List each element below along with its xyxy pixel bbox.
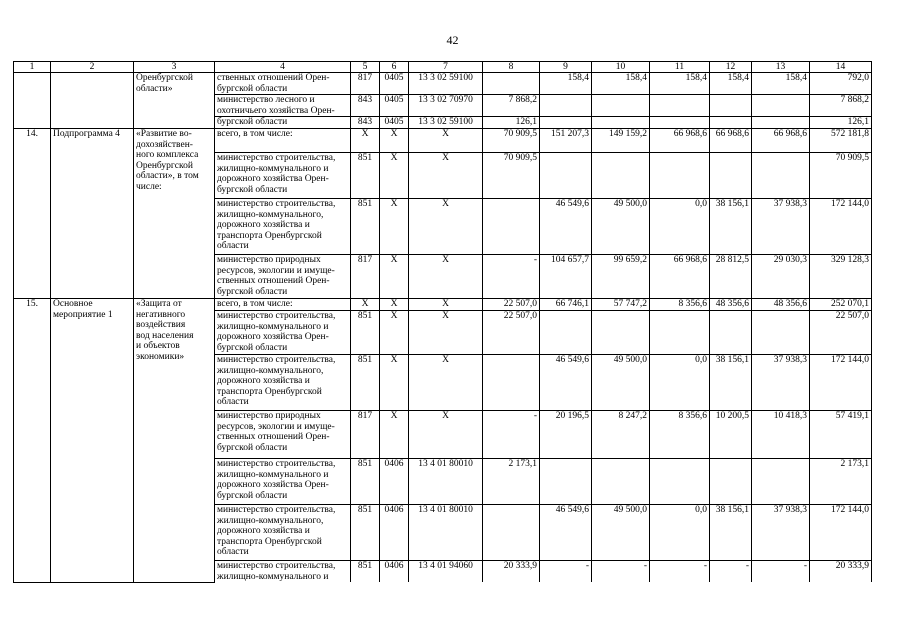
value-col-8: 20 333,9 <box>483 561 540 583</box>
budget-table <box>13 61 872 583</box>
section-code: X <box>380 299 409 311</box>
value-col-8: - <box>483 255 540 299</box>
value-total: 172 144,0 <box>810 199 872 255</box>
value-total: 57 419,1 <box>810 411 872 459</box>
responsible-executor: министерство строительства, жилищно-коммунального, дорожного хозяйства и транспорта Оренбургской области <box>215 355 351 411</box>
value-col-10 <box>592 95 650 117</box>
value-col-11: - <box>650 561 710 583</box>
value-col-12: 158,4 <box>710 73 752 95</box>
responsible-executor: министерство строительства, жилищно-коммунального и дорожного хозяйства Орен- бургской области <box>215 459 351 505</box>
value-col-13 <box>752 459 810 505</box>
value-col-12: 38 156,1 <box>710 505 752 561</box>
value-col-9 <box>540 117 592 129</box>
value-total: 7 868,2 <box>810 95 872 117</box>
target-article: X <box>409 355 483 411</box>
value-col-8: 22 507,0 <box>483 299 540 311</box>
responsible-executor: бургской области <box>215 117 351 129</box>
target-article: 13 3 02 70970 <box>409 95 483 117</box>
value-col-13 <box>752 311 810 355</box>
value-col-12 <box>710 95 752 117</box>
grbs-code: 817 <box>351 255 380 299</box>
table-row <box>14 73 872 95</box>
grbs-code: 843 <box>351 117 380 129</box>
value-col-11 <box>650 117 710 129</box>
value-col-9: 104 657,7 <box>540 255 592 299</box>
value-col-11: 66 968,6 <box>650 129 710 153</box>
section-code: X <box>380 129 409 153</box>
value-total: 20 333,9 <box>810 561 872 583</box>
value-col-9 <box>540 459 592 505</box>
value-col-8 <box>483 199 540 255</box>
value-col-13: - <box>752 561 810 583</box>
value-col-9: 46 549,6 <box>540 199 592 255</box>
target-article: 13 4 01 80010 <box>409 505 483 561</box>
value-col-9: 66 746,1 <box>540 299 592 311</box>
value-col-12: 66 968,6 <box>710 129 752 153</box>
responsible-executor: министерство строительства, жилищно-коммунального, дорожного хозяйства и транспорта Оренбургской области <box>215 505 351 561</box>
target-article: X <box>409 255 483 299</box>
value-col-13: 37 938,3 <box>752 199 810 255</box>
value-col-10 <box>592 311 650 355</box>
value-col-10: 49 500,0 <box>592 199 650 255</box>
page-number: 42 <box>446 33 459 47</box>
value-total: 329 128,3 <box>810 255 872 299</box>
value-col-10: 158,4 <box>592 73 650 95</box>
target-article: 13 4 01 94060 <box>409 561 483 583</box>
responsible-executor: всего, в том числе: <box>215 299 351 311</box>
value-col-11 <box>650 311 710 355</box>
responsible-executor: ственных отношений Орен- бургской области <box>215 73 351 95</box>
program-element: Основное мероприятие 1 <box>51 299 134 583</box>
value-col-10: 49 500,0 <box>592 505 650 561</box>
value-col-11 <box>650 95 710 117</box>
responsible-executor: министерство природных ресурсов, экологии и имуще- ственных отношений Орен- бургской области <box>215 411 351 459</box>
value-col-9: 20 196,5 <box>540 411 592 459</box>
target-article: X <box>409 311 483 355</box>
grbs-code: 851 <box>351 199 380 255</box>
value-col-8 <box>483 73 540 95</box>
grbs-code: 851 <box>351 561 380 583</box>
value-col-9: 158,4 <box>540 73 592 95</box>
target-article: 13 3 02 59100 <box>409 73 483 95</box>
section-code: X <box>380 255 409 299</box>
responsible-executor: министерство природных ресурсов, экологии и имуще- ственных отношений Орен- бургской области <box>215 255 351 299</box>
section-code: 0406 <box>380 505 409 561</box>
value-col-12 <box>710 117 752 129</box>
program-name: «Защита от негативного воздействия вод населения и объектов экономики» <box>134 299 215 583</box>
table-body <box>14 62 872 583</box>
value-col-9 <box>540 153 592 199</box>
value-col-13: 48 356,6 <box>752 299 810 311</box>
value-col-13: 37 938,3 <box>752 505 810 561</box>
value-col-11 <box>650 459 710 505</box>
value-col-12: 38 156,1 <box>710 355 752 411</box>
col-header: 8 <box>483 62 540 73</box>
value-col-10 <box>592 459 650 505</box>
program-name: «Развитие во- дохозяйствен- ного комплекса Оренбургской области», в том числе: <box>134 129 215 299</box>
section-code: 0406 <box>380 561 409 583</box>
target-article: X <box>409 129 483 153</box>
responsible-executor: министерство лесного и охотничьего хозяйства Орен- <box>215 95 351 117</box>
value-col-10 <box>592 153 650 199</box>
section-code: X <box>380 199 409 255</box>
col-header: 7 <box>409 62 483 73</box>
table-row <box>14 299 872 311</box>
col-header: 6 <box>380 62 409 73</box>
value-col-11 <box>650 153 710 199</box>
target-article: 13 3 02 59100 <box>409 117 483 129</box>
grbs-code: 843 <box>351 95 380 117</box>
value-col-8: 2 173,1 <box>483 459 540 505</box>
value-col-8 <box>483 505 540 561</box>
value-col-8: - <box>483 411 540 459</box>
value-col-11: 66 968,6 <box>650 255 710 299</box>
table-row <box>14 129 872 153</box>
value-col-8: 7 868,2 <box>483 95 540 117</box>
value-total: 252 070,1 <box>810 299 872 311</box>
section-code: 0405 <box>380 117 409 129</box>
col-header: 3 <box>134 62 215 73</box>
value-col-12: 10 200,5 <box>710 411 752 459</box>
value-col-12: 28 812,5 <box>710 255 752 299</box>
value-col-13: 29 030,3 <box>752 255 810 299</box>
program-element: Подпрограмма 4 <box>51 129 134 299</box>
value-col-12 <box>710 459 752 505</box>
value-col-10: 49 500,0 <box>592 355 650 411</box>
value-total: 70 909,5 <box>810 153 872 199</box>
target-article: X <box>409 199 483 255</box>
responsible-executor: министерство строительства, жилищно-коммунального и <box>215 561 351 583</box>
grbs-code: 851 <box>351 505 380 561</box>
grbs-code: X <box>351 129 380 153</box>
grbs-code: 851 <box>351 355 380 411</box>
value-col-10: 8 247,2 <box>592 411 650 459</box>
value-col-13 <box>752 95 810 117</box>
section-code: X <box>380 355 409 411</box>
section-code: X <box>380 153 409 199</box>
section-code: 0405 <box>380 73 409 95</box>
value-total: 172 144,0 <box>810 355 872 411</box>
value-total: 572 181,8 <box>810 129 872 153</box>
grbs-code: 817 <box>351 411 380 459</box>
value-col-11: 8 356,6 <box>650 411 710 459</box>
grbs-code: 817 <box>351 73 380 95</box>
col-header: 12 <box>710 62 752 73</box>
section-code: X <box>380 411 409 459</box>
value-col-13: 66 968,6 <box>752 129 810 153</box>
value-col-10 <box>592 117 650 129</box>
row-number: 15. <box>14 299 51 583</box>
value-col-13 <box>752 153 810 199</box>
value-col-12: 48 356,6 <box>710 299 752 311</box>
value-col-12: 38 156,1 <box>710 199 752 255</box>
target-article: X <box>409 411 483 459</box>
column-number-row <box>14 62 872 73</box>
responsible-executor: министерство строительства, жилищно-коммунального и дорожного хозяйства Орен- бургской области <box>215 311 351 355</box>
value-col-10: - <box>592 561 650 583</box>
value-col-11: 0,0 <box>650 505 710 561</box>
value-col-8: 70 909,5 <box>483 153 540 199</box>
value-total: 792,0 <box>810 73 872 95</box>
row-number: 14. <box>14 129 51 299</box>
value-col-13: 37 938,3 <box>752 355 810 411</box>
col-header: 14 <box>810 62 872 73</box>
value-col-9 <box>540 95 592 117</box>
value-col-13: 10 418,3 <box>752 411 810 459</box>
value-col-9: 151 207,3 <box>540 129 592 153</box>
value-col-10: 57 747,2 <box>592 299 650 311</box>
value-col-8: 22 507,0 <box>483 311 540 355</box>
col-header: 4 <box>215 62 351 73</box>
col-header: 5 <box>351 62 380 73</box>
grbs-code: 851 <box>351 459 380 505</box>
value-col-13: 158,4 <box>752 73 810 95</box>
grbs-code: 851 <box>351 311 380 355</box>
value-col-11: 0,0 <box>650 199 710 255</box>
col-header: 11 <box>650 62 710 73</box>
target-article: 13 4 01 80010 <box>409 459 483 505</box>
target-article: X <box>409 299 483 311</box>
value-total: 172 144,0 <box>810 505 872 561</box>
value-col-11: 0,0 <box>650 355 710 411</box>
col-header: 13 <box>752 62 810 73</box>
value-col-8: 70 909,5 <box>483 129 540 153</box>
value-col-9: 46 549,6 <box>540 355 592 411</box>
value-col-12: - <box>710 561 752 583</box>
value-col-8: 126,1 <box>483 117 540 129</box>
responsible-executor: министерство строительства, жилищно-коммунального и дорожного хозяйства Орен- бургской области <box>215 153 351 199</box>
value-col-12 <box>710 153 752 199</box>
section-code: 0405 <box>380 95 409 117</box>
program-element <box>51 73 134 129</box>
col-header: 10 <box>592 62 650 73</box>
value-total: 2 173,1 <box>810 459 872 505</box>
value-col-13 <box>752 117 810 129</box>
section-code: 0406 <box>380 459 409 505</box>
col-header: 1 <box>14 62 51 73</box>
target-article: X <box>409 153 483 199</box>
value-col-9 <box>540 311 592 355</box>
value-col-10: 149 159,2 <box>592 129 650 153</box>
value-col-10: 99 659,2 <box>592 255 650 299</box>
responsible-executor: всего, в том числе: <box>215 129 351 153</box>
value-col-11: 158,4 <box>650 73 710 95</box>
grbs-code: 851 <box>351 153 380 199</box>
grbs-code: X <box>351 299 380 311</box>
program-name: Оренбургской области» <box>134 73 215 129</box>
section-code: X <box>380 311 409 355</box>
value-total: 22 507,0 <box>810 311 872 355</box>
row-number <box>14 73 51 129</box>
value-col-11: 8 356,6 <box>650 299 710 311</box>
value-col-9: - <box>540 561 592 583</box>
value-col-9: 46 549,6 <box>540 505 592 561</box>
responsible-executor: министерство строительства, жилищно-коммунального, дорожного хозяйства и транспорта Оренбургской области <box>215 199 351 255</box>
value-total: 126,1 <box>810 117 872 129</box>
col-header: 2 <box>51 62 134 73</box>
value-col-12 <box>710 311 752 355</box>
value-col-8 <box>483 355 540 411</box>
col-header: 9 <box>540 62 592 73</box>
